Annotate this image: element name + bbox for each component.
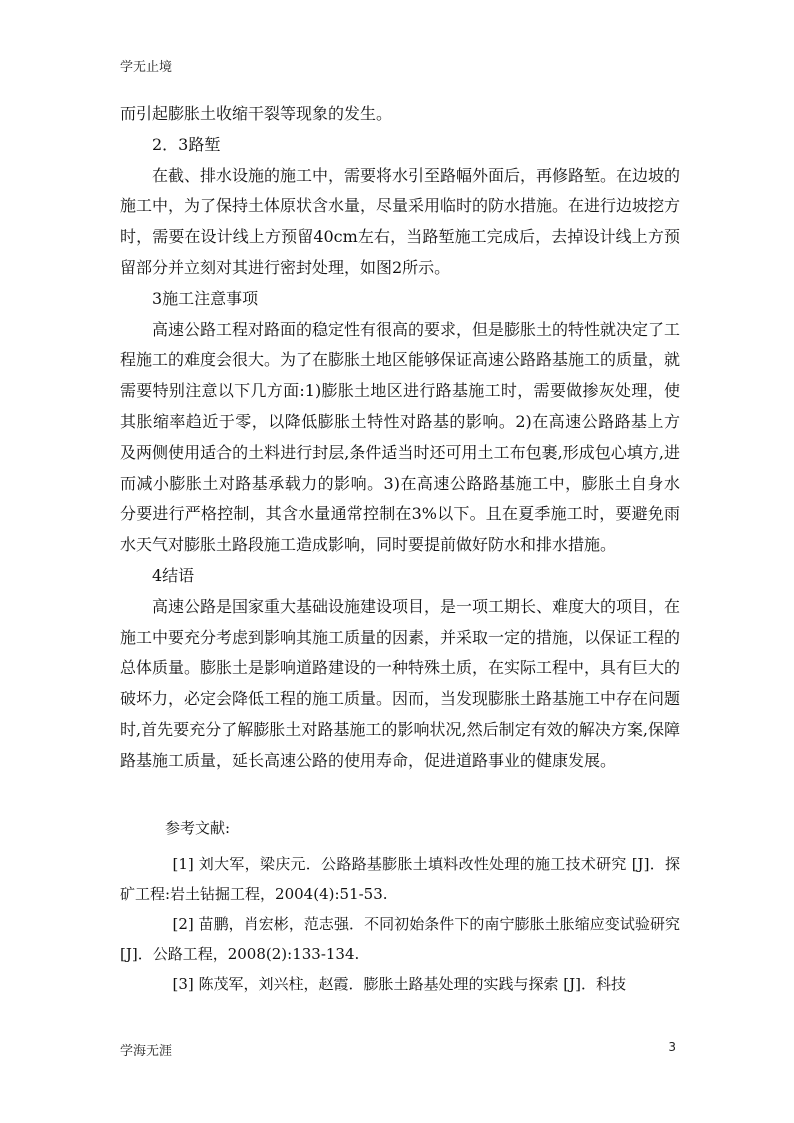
page-number: 3 <box>668 1040 676 1054</box>
paragraph-cutting: 在截、排水设施的施工中，需要将水引至路幅外面后，再修路堑。在边坡的施工中，为了保持土体原状含水量，尽量采用临时的防水措施。在进行边坡挖方时，需要在设计线上方预留40cm左右，当路堑施工完成后，去掉设计线上方预留部分并立刻对其进行密封处理，如图2所示。 <box>120 165 681 277</box>
section-heading-4: 4结语 <box>152 565 195 585</box>
reference-item-3: [3] 陈茂军，刘兴柱，赵霞．膨胀土路基处理的实践与探索 [J]．科技 <box>172 975 627 993</box>
section-heading-2-3: 2．3路堑 <box>152 134 221 154</box>
page-footer: 学海无涯 <box>120 1044 173 1059</box>
references-title: 参考文献: <box>165 819 231 837</box>
paragraph-precautions: 高速公路工程对路面的稳定性有很高的要求，但是膨胀土的特性就决定了工程施工的难度会很大。为了在膨胀土地区能够保证高速公路路基施工的质量，就需要特别注意以下几方面:1)膨胀土地区进行路基施工时，需要做掺灰处理，使其胀缩率趋近于零，以降低膨胀土特性对路基的影响。2)在高速公路路基上方及两侧使用适合的土料进行封层,条件适当时还可用土工布包裹,形成包心填方,进而减小膨胀土对路基承载力的影响。3)在高速公路路基施工中，膨胀土自身水分要进行严格控制，其含水量通常控制在3%以下。且在夏季施工时，要避免雨水天气对膨胀土路段施工造成影响，同时要提前做好防水和排水措施。 <box>120 319 681 555</box>
reference-item-1: [1] 刘大军，梁庆元．公路路基膨胀土填料改性处理的施工技术研究 [J]．探矿工程:岩土钻掘工程，2004(4):51-53. <box>120 855 680 903</box>
document-body <box>120 99 680 777</box>
paragraph-continuation: 而引起膨胀土收缩干裂等现象的发生。 <box>120 104 393 123</box>
reference-item-2: [2] 苗鹏，肖宏彬，范志强．不同初始条件下的南宁膨胀土胀缩应变试验研究 [J]．公路工程，2008(2):133-134. <box>120 915 680 963</box>
paragraph-conclusion: 高速公路是国家重大基础设施建设项目，是一项工期长、难度大的项目，在施工中要充分考虑到影响其施工质量的因素，并采取一定的措施，以保证工程的总体质量。膨胀土是影响道路建设的一种特殊土质，在实际工程中，具有巨大的破坏力，必定会降低工程的施工质量。因而，当发现膨胀土路基施工中存在问题时,首先要充分了解膨胀土对路基施工的影响状况,然后制定有效的解决方案,保障路基施工质量，延长高速公路的使用寿命，促进道路事业的健康发展。 <box>120 596 681 770</box>
references-section <box>120 813 680 999</box>
page-header: 学无止境 <box>120 60 173 75</box>
section-heading-3: 3施工注意事项 <box>152 288 259 308</box>
